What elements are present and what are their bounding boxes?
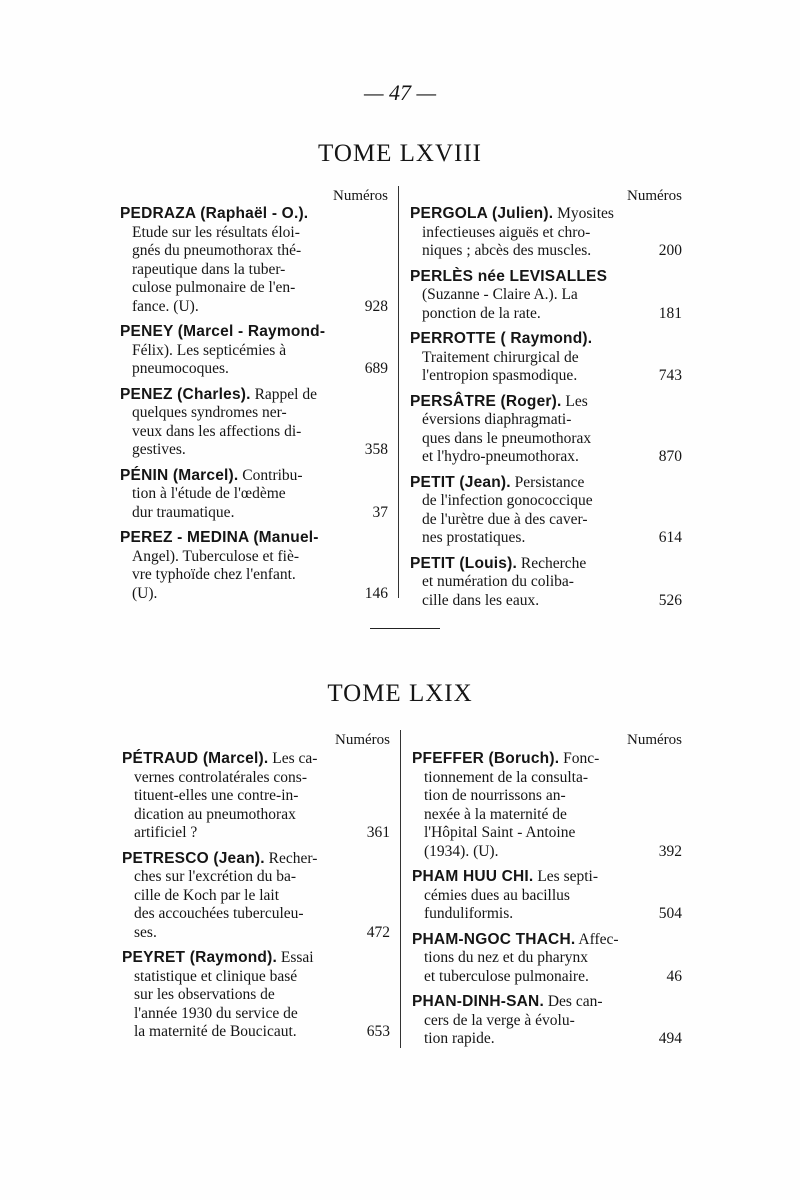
entry-text-line: l'entropion spasmodique. xyxy=(422,367,578,384)
author-name: PFEFFER (Boruch). xyxy=(412,750,560,767)
entry-number: 743 xyxy=(658,367,682,384)
entry-text-line: rapeutique dans la tuber- xyxy=(132,260,286,278)
author-name: PETIT (Louis). xyxy=(410,554,517,572)
entry-text-line: statistique et clinique basé xyxy=(134,967,298,985)
entry-text-line: et l'hydro-pneumothorax. xyxy=(422,448,579,465)
entries-left-column xyxy=(122,750,390,1049)
entry-text-line: tion de nourrissons an- xyxy=(424,787,566,804)
entry-text-line: tionnement de la consulta- xyxy=(424,768,588,786)
entry-number: 358 xyxy=(364,441,388,458)
entry-text-line: vre typhoïde chez l'enfant. xyxy=(132,566,296,583)
index-entry xyxy=(412,993,682,1049)
entry-first-line xyxy=(122,750,390,769)
author-name: PÉNIN (Marcel). xyxy=(120,466,239,484)
entry-text: Myosites xyxy=(557,205,614,222)
entry-text-line: Angel). Tuberculose et fiè- xyxy=(132,547,300,565)
entry-text-line: tituent-elles une contre-in- xyxy=(134,787,299,804)
entry-first-line xyxy=(410,393,682,412)
entry-text-line: cille de Koch par le lait xyxy=(134,886,280,904)
entry-number: 504 xyxy=(658,905,682,922)
entry-text-line: et numération du coliba- xyxy=(422,573,574,590)
entry-text: Recher- xyxy=(268,849,318,867)
entry-number: 361 xyxy=(366,824,390,841)
entry-text: Contribu- xyxy=(242,466,303,484)
entry-text: Essai xyxy=(280,949,314,966)
entry-text-line: tion rapide. xyxy=(424,1030,495,1047)
entry-number: 526 xyxy=(658,591,682,609)
entry-text-line: des accouchées tuberculeu- xyxy=(134,905,304,922)
entry-text-line: niques ; abcès des muscles. xyxy=(422,242,592,259)
entry-first-line xyxy=(412,931,682,950)
entry-first-line xyxy=(412,993,682,1012)
entry-text-line: Félix). Les septicémies à xyxy=(132,341,287,359)
entry-text-line: funduliformis. xyxy=(424,905,514,922)
entry-text-line: infectieuses aiguës et chro- xyxy=(422,223,591,241)
entry-number: 494 xyxy=(658,1030,682,1047)
entry-text-line: gestives. xyxy=(132,441,186,458)
author-name: PENEZ (Charles). xyxy=(120,385,251,403)
entry-text-line: tions du nez et du pharynx xyxy=(424,949,589,966)
entry-text-line: Traitement chirurgical de xyxy=(422,348,579,366)
entry-text: Rappel de xyxy=(254,385,317,403)
author-name: PETRESCO (Jean). xyxy=(122,849,265,867)
entry-text-line: artificiel ? xyxy=(134,824,198,841)
entry-number: 37 xyxy=(372,503,388,521)
index-entry xyxy=(120,467,388,523)
entry-text-line: (Suzanne - Claire A.). La xyxy=(422,286,578,303)
index-entry xyxy=(410,474,682,548)
author-name: PÉTRAUD (Marcel). xyxy=(122,750,269,767)
entry-text-line: sur les observations de xyxy=(134,986,275,1003)
index-entry xyxy=(120,386,388,460)
entry-number: 46 xyxy=(666,967,682,985)
entry-text: Persistance xyxy=(514,473,585,491)
entry-number: 200 xyxy=(658,242,682,259)
entry-first-line xyxy=(120,205,388,224)
index-entry xyxy=(410,330,682,386)
entry-text: Fonc- xyxy=(563,750,600,767)
page-number: — 47 — xyxy=(363,80,437,105)
entry-number: 181 xyxy=(658,304,682,322)
index-entry xyxy=(120,529,388,603)
entry-first-line xyxy=(120,529,388,548)
author-name: PEREZ - MEDINA (Manuel- xyxy=(120,529,319,546)
entry-number: 870 xyxy=(658,448,682,465)
index-entry xyxy=(410,393,682,467)
entry-text: Les ca- xyxy=(272,750,318,767)
author-name: PETIT (Jean). xyxy=(410,473,511,491)
entry-first-line xyxy=(412,868,682,887)
entry-text-line: (1934). (U). xyxy=(424,842,499,860)
entry-text-line: ches sur l'excrétion du ba- xyxy=(134,868,297,885)
column-header-numeros: Numéros xyxy=(627,188,682,204)
entry-text-line: ponction de la rate. xyxy=(422,304,541,322)
entries-left-column xyxy=(120,205,388,610)
entry-text-line: éversions diaphragmati- xyxy=(422,411,572,428)
index-entry xyxy=(410,555,682,611)
entry-number: 472 xyxy=(366,923,390,941)
column-divider xyxy=(400,730,401,1048)
index-entry xyxy=(412,750,682,861)
entry-text-line: dication au pneumothorax xyxy=(134,805,296,823)
entry-text-line: Etude sur les résultats éloi- xyxy=(132,223,300,241)
index-entry xyxy=(122,750,390,843)
entry-first-line xyxy=(120,467,388,486)
entries-right-column xyxy=(412,750,682,1056)
author-name: PHAN-DINH-SAN. xyxy=(412,993,544,1010)
entry-first-line xyxy=(122,949,390,968)
index-entry xyxy=(122,949,390,1042)
entry-text-line: et tuberculose pulmonaire. xyxy=(424,967,589,985)
entry-text-line: culose pulmonaire de l'en- xyxy=(132,279,296,296)
entry-text-line: tion à l'étude de l'œdème xyxy=(132,485,286,502)
entry-text-line: l'année 1930 du service de xyxy=(134,1004,298,1022)
entry-first-line xyxy=(412,750,682,769)
column-header-numeros: Numéros xyxy=(627,732,682,748)
entry-number: 146 xyxy=(364,584,388,602)
tome-title: TOME LXVIII xyxy=(318,140,482,167)
index-entry xyxy=(410,205,682,261)
index-entry xyxy=(412,868,682,924)
index-entry xyxy=(122,850,390,943)
entry-first-line xyxy=(410,474,682,493)
entry-text-line: quelques syndromes ner- xyxy=(132,404,287,421)
entry-number: 689 xyxy=(364,360,388,377)
column-divider xyxy=(398,186,399,598)
author-name: PENEY (Marcel - Raymond- xyxy=(120,323,326,340)
tome-title: TOME LXIX xyxy=(327,680,473,707)
entry-text: Recherche xyxy=(520,554,587,572)
entry-text-line: nexée à la maternité de xyxy=(424,805,567,823)
column-header-numeros: Numéros xyxy=(335,732,390,748)
entry-text-line: dur traumatique. xyxy=(132,503,235,521)
entries-right-column xyxy=(410,205,682,617)
author-name: PEYRET (Raymond). xyxy=(122,949,277,966)
author-name: PHAM HUU CHI. xyxy=(412,868,534,885)
index-entry xyxy=(410,268,682,324)
entry-text: Affec- xyxy=(578,930,619,948)
entry-text-line: cers de la verge à évolu- xyxy=(424,1011,575,1029)
entry-text-line: ques dans le pneumothorax xyxy=(422,429,592,447)
entry-first-line xyxy=(410,555,682,574)
entry-text: Les xyxy=(565,392,588,410)
entry-text-line: de l'urètre due à des caver- xyxy=(422,510,588,528)
author-name: PERSÂTRE (Roger). xyxy=(410,392,562,410)
entry-text: Des can- xyxy=(547,993,603,1010)
author-name: PEDRAZA (Raphaël - O.). xyxy=(120,205,309,222)
author-name: PERLÈS née LEVISALLES xyxy=(410,267,608,285)
entry-text-line: l'Hôpital Saint - Antoine xyxy=(424,824,576,841)
entry-first-line xyxy=(122,850,390,869)
entry-text-line: de l'infection gonococcique xyxy=(422,492,593,509)
entry-first-line xyxy=(410,268,682,287)
entry-number: 928 xyxy=(364,297,388,315)
author-name: PHAM-NGOC THACH. xyxy=(412,930,576,948)
section-separator xyxy=(370,628,440,629)
entry-text-line: cémies dues au bacillus xyxy=(424,886,570,904)
entry-text-line: (U). xyxy=(132,584,158,602)
author-name: PERROTTE ( Raymond). xyxy=(410,330,593,347)
author-name: PERGOLA (Julien). xyxy=(410,205,554,222)
entry-number: 653 xyxy=(366,1023,390,1040)
column-header-numeros: Numéros xyxy=(333,188,388,204)
entry-first-line xyxy=(410,330,682,349)
entry-number: 392 xyxy=(658,842,682,860)
entry-first-line xyxy=(120,323,388,342)
index-entry xyxy=(412,931,682,987)
entry-text-line: ses. xyxy=(134,923,157,941)
entry-first-line xyxy=(410,205,682,224)
entry-text-line: nes prostatiques. xyxy=(422,529,526,546)
entry-text: Les septi- xyxy=(537,868,599,885)
entry-text-line: veux dans les affections di- xyxy=(132,422,302,440)
entry-text-line: pneumocoques. xyxy=(132,360,229,377)
index-entry xyxy=(120,205,388,316)
entry-first-line xyxy=(120,386,388,405)
entry-text-line: fance. (U). xyxy=(132,297,199,315)
entry-text-line: cille dans les eaux. xyxy=(422,591,540,609)
entry-number: 614 xyxy=(658,529,682,546)
index-entry xyxy=(120,323,388,379)
entry-text-line: vernes controlatérales cons- xyxy=(134,768,308,786)
entry-text-line: la maternité de Boucicaut. xyxy=(134,1023,297,1040)
entry-text-line: gnés du pneumothorax thé- xyxy=(132,242,302,259)
